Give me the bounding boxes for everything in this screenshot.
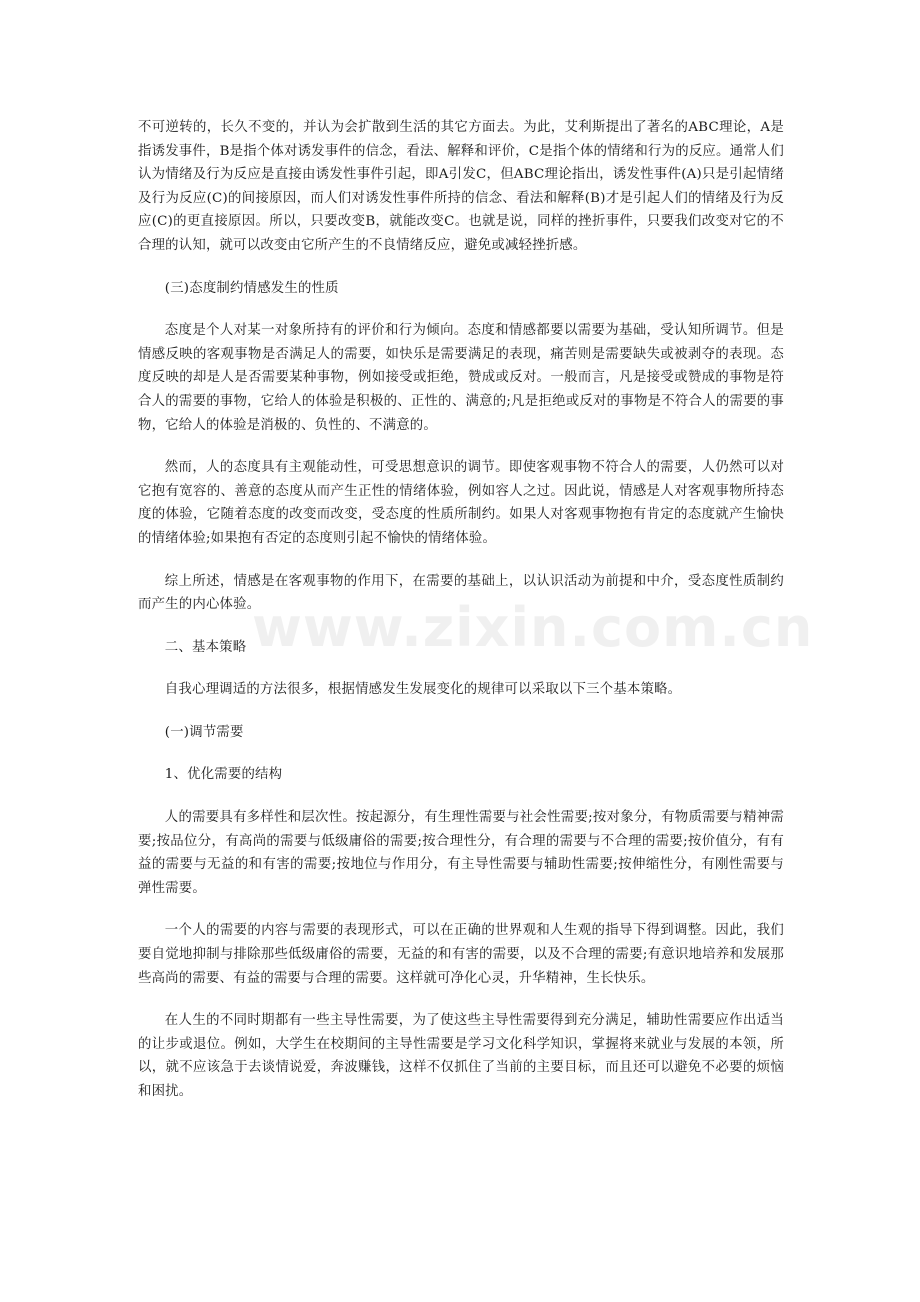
paragraph-attitude-initiative: 然而，人的态度具有主观能动性，可受思想意识的调节。即使客观事物不符合人的需要，人仍然可以对它抱有宽容的、善意的态度从而产生正性的情绪体验，例如容人之过。因此说，情感是人对客观事物所持态度的体验，它随着态度的改变而改变，受态度的性质所制约。如果人对客观事物抱有肯定的态度就产生愉快的情绪体验;如果抱有否定的态度则引起不愉快的情绪体验。: [138, 460, 784, 546]
paragraph-abc-theory: 不可逆转的，长久不变的，并认为会扩散到生活的其它方面去。为此，艾利斯提出了著名的ABC理论，A是指诱发事件，B是指个体对诱发事件的信念，看法、解释和评价，C是指个体的情绪和行为的反应。通常人们认为情绪及行为反应是直接由诱发性事件引起，即A引发C，但ABC理论指出，诱发性事件(A)只是引起情绪及行为反应(C)的间接原因，而人们对诱发性事件所持的信念、看法和解释(B)才是引起人们的情绪及行为反应(C)的更直接原因。所以，只要改变B，就能改变C。也就是说，同样的挫折事件，只要我们改变对它的不合理的认知，就可以改变由它所产生的不良情绪反应，避免或减轻挫折感。: [138, 120, 784, 253]
paragraph-strategy-intro: 自我心理调适的方法很多，根据情感发生发展变化的规律可以采取以下三个基本策略。: [164, 682, 682, 698]
paragraph-dominant-needs: 在人生的不同时期都有一些主导性需要，为了使这些主导性需要得到充分满足，辅助性需要应作出适当的让步或退位。例如，大学生在校期间的主导性需要是学习文化科学知识，掌握将来就业与发展的本领，所以，就不应该急于去谈情说爱，奔波赚钱，这样不仅抓住了当前的主要目标，而且还可以避免不必要的烦恼和困扰。: [138, 1013, 784, 1099]
section-heading-basic-strategy: 二、基本策略: [164, 639, 247, 655]
subsection-heading-adjust-needs: (一)调节需要: [164, 724, 244, 740]
paragraph-needs-adjustment: 一个人的需要的内容与需要的表现形式，可以在正确的世界观和人生观的指导下得到调整。因此，我们要自觉地抑制与排除那些低级庸俗的需要，无益的和有害的需要，以及不合理的需要;有意识地培养和发展那些高尚的需要、有益的需要与合理的需要。这样就可净化心灵，升华精神，生长快乐。: [138, 923, 784, 986]
paragraph-needs-diversity: 人的需要具有多样性和层次性。按起源分，有生理性需要与社会性需要;按对象分，有物质需要与精神需要;按品位分，有高尚的需要与低级庸俗的需要;按合理性分，有合理的需要与不合理的需要;按价值分，有有益的需要与无益的和有害的需要;按地位与作用分，有主导性需要与辅助性需要;按伸缩性分，有刚性需要与弹性需要。: [138, 810, 784, 896]
document-body: [138, 116, 784, 1123]
item-heading-optimize-needs: 1、优化需要的结构: [164, 767, 283, 783]
watermark: www.zixin.com.cn: [252, 596, 814, 659]
paragraph-summary: 综上所述，情感是在客观事物的作用下，在需要的基础上，以认识活动为前提和中介，受态度性质制约而产生的内心体验。: [138, 573, 784, 613]
paragraph-attitude-definition: 态度是个人对某一对象所持有的评价和行为倾向。态度和情感都要以需要为基础，受认知所调节。但是情感反映的客观事物是否满足人的需要，如快乐是需要满足的表现，痛苦则是需要缺失或被剥夺的表现。态度反映的却是人是否需要某种事物，例如接受或拒绝，赞成或反对。一般而言，凡是接受或赞成的事物是符合人的需要的事物，它给人的体验是积极的、正性的、满意的;凡是拒绝或反对的事物是不符合人的需要的事物，它给人的体验是消极的、负性的、不满意的。: [138, 323, 784, 433]
section-heading-attitude: (三)态度制约情感发生的性质: [164, 280, 339, 296]
